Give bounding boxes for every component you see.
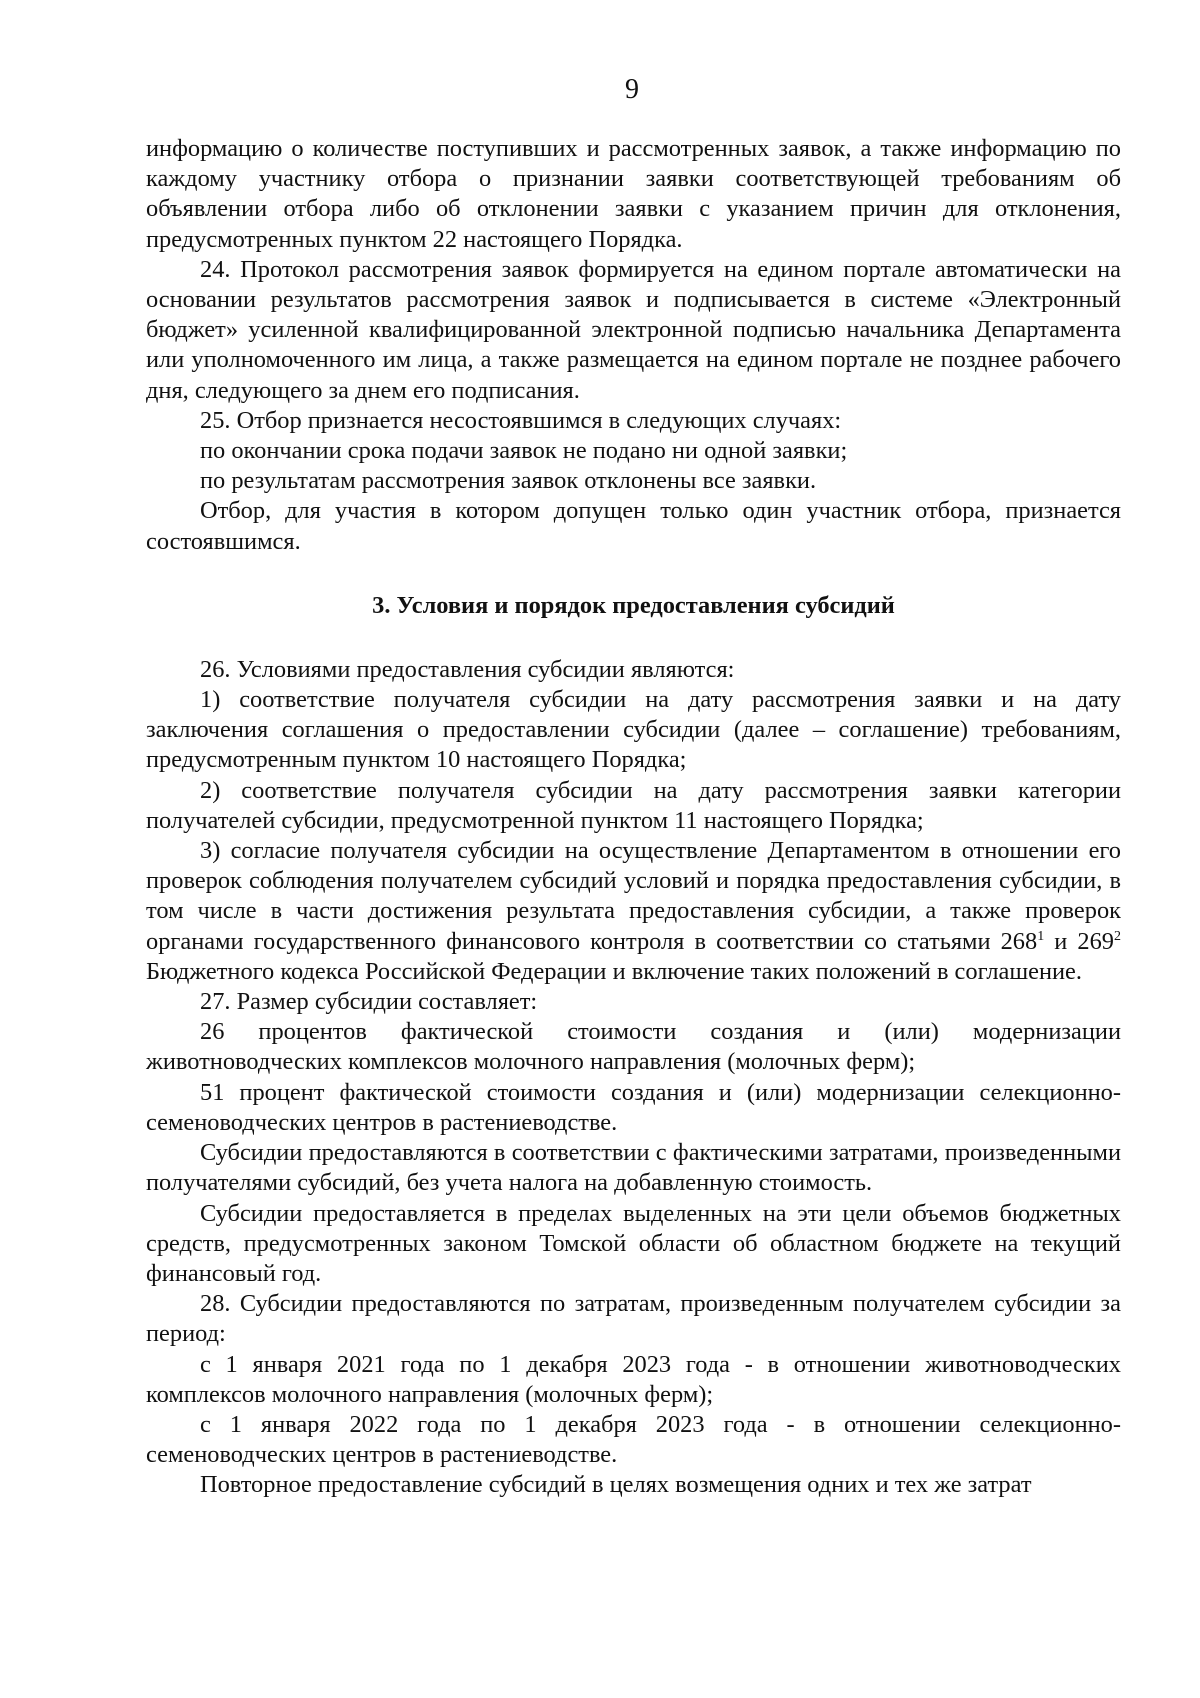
paragraph-28-period-seed: с 1 января 2022 года по 1 декабря 2023 года - в отношении селекционно-семеноводческих центров в растениеводстве. — [146, 1410, 1121, 1469]
paragraph-24: 24. Протокол рассмотрения заявок формируется на едином портале автоматически на основании результатов рассмотрения заявок и подписывается в системе «Электронный бюджет» усиленной квалифицированной электронной подписью начальника Департамента или уполномоченного им лица, а также размещается на едином портале не позднее рабочего дня, следующего за днем его подписания. — [146, 255, 1121, 404]
paragraph-26: 26. Условиями предоставления субсидии являются: — [200, 655, 735, 683]
paragraph-27-seed-centers: 51 процент фактической стоимости создания и (или) модернизации селекционно-семеноводческих центров в растениеводстве. — [146, 1078, 1121, 1136]
paragraph-25-case-2: по результатам рассмотрения заявок отклонены все заявки. — [200, 467, 817, 495]
paragraph-26-item-3-text-2: и 269 — [1044, 927, 1114, 955]
paragraph-26-item-2: 2) соответствие получателя субсидии на дату рассмотрения заявки категории получателей субсидии, предусмотренной пунктом 11 настоящего Порядка; — [146, 776, 1121, 834]
paragraph-26-item-1: 1) соответствие получателя субсидии на дату рассмотрения заявки и на дату заключения соглашения о предоставлении субсидии (далее – соглашение) требованиям, предусмотренным пунктом 10 настоящего Порядка; — [146, 686, 1121, 774]
paragraph-repeat-subsidy: Повторное предоставление субсидий в целях возмещения одних и тех же затрат — [200, 1471, 1032, 1499]
paragraph-27: 27. Размер субсидии составляет: — [200, 988, 538, 1016]
paragraph-27-vat: Субсидии предоставляются в соответствии с фактическими затратами, произведенными получателями субсидий, без учета налога на добавленную стоимость. — [146, 1139, 1121, 1197]
paragraph-28-period-dairy: с 1 января 2021 года по 1 декабря 2023 года - в отношении животноводческих комплексов молочного направления (молочных ферм); — [146, 1350, 1121, 1408]
page-number: 9 — [625, 74, 639, 105]
paragraph-25: 25. Отбор признается несостоявшимся в следующих случаях: — [200, 406, 842, 434]
section-heading: 3. Условия и порядок предоставления субсидий — [372, 591, 895, 619]
paragraph-26-item-3 — [146, 836, 1121, 987]
paragraph-26-item-3-text-1: 3) согласие получателя субсидии на осуществление Департаментом в отношении его проверок соблюдения получателем субсидий условий и порядка предоставления субсидии, в том числе в части достижения результата предоставления субсидии, а также проверок органами государственного финансового контроля в соответствии со статьями 268 — [146, 837, 1121, 955]
paragraph-27-budget: Субсидии предоставляется в пределах выделенных на эти цели объемов бюджетных средств, предусмотренных законом Томской области об областном бюджете на текущий финансовый год. — [146, 1199, 1121, 1287]
paragraph-28: 28. Субсидии предоставляются по затратам, произведенным получателем субсидии за период: — [146, 1290, 1121, 1348]
paragraph-25-single-participant: Отбор, для участия в котором допущен только один участник отбора, признается состоявшимся. — [146, 497, 1121, 555]
paragraph-26-item-3-text-3: Бюджетного кодекса Российской Федерации и включение таких положений в соглашение. — [146, 957, 1082, 985]
document-body — [146, 134, 1121, 1501]
paragraph-continuation: информацию о количестве поступивших и рассмотренных заявок, а также информацию по каждому участнику отбора о признании заявки соответствующей требованиям об объявлении отбора либо об отклонении заявки с указанием причин для отклонения, предусмотренных пунктом 22 настоящего Порядка. — [146, 135, 1121, 253]
superscript-2: 2 — [1114, 928, 1121, 944]
superscript-1: 1 — [1037, 928, 1045, 944]
paragraph-27-dairy: 26 процентов фактической стоимости создания и (или) модернизации животноводческих комплексов молочного направления (молочных ферм); — [146, 1018, 1121, 1076]
paragraph-25-case-1: по окончании срока подачи заявок не подано ни одной заявки; — [200, 437, 848, 465]
